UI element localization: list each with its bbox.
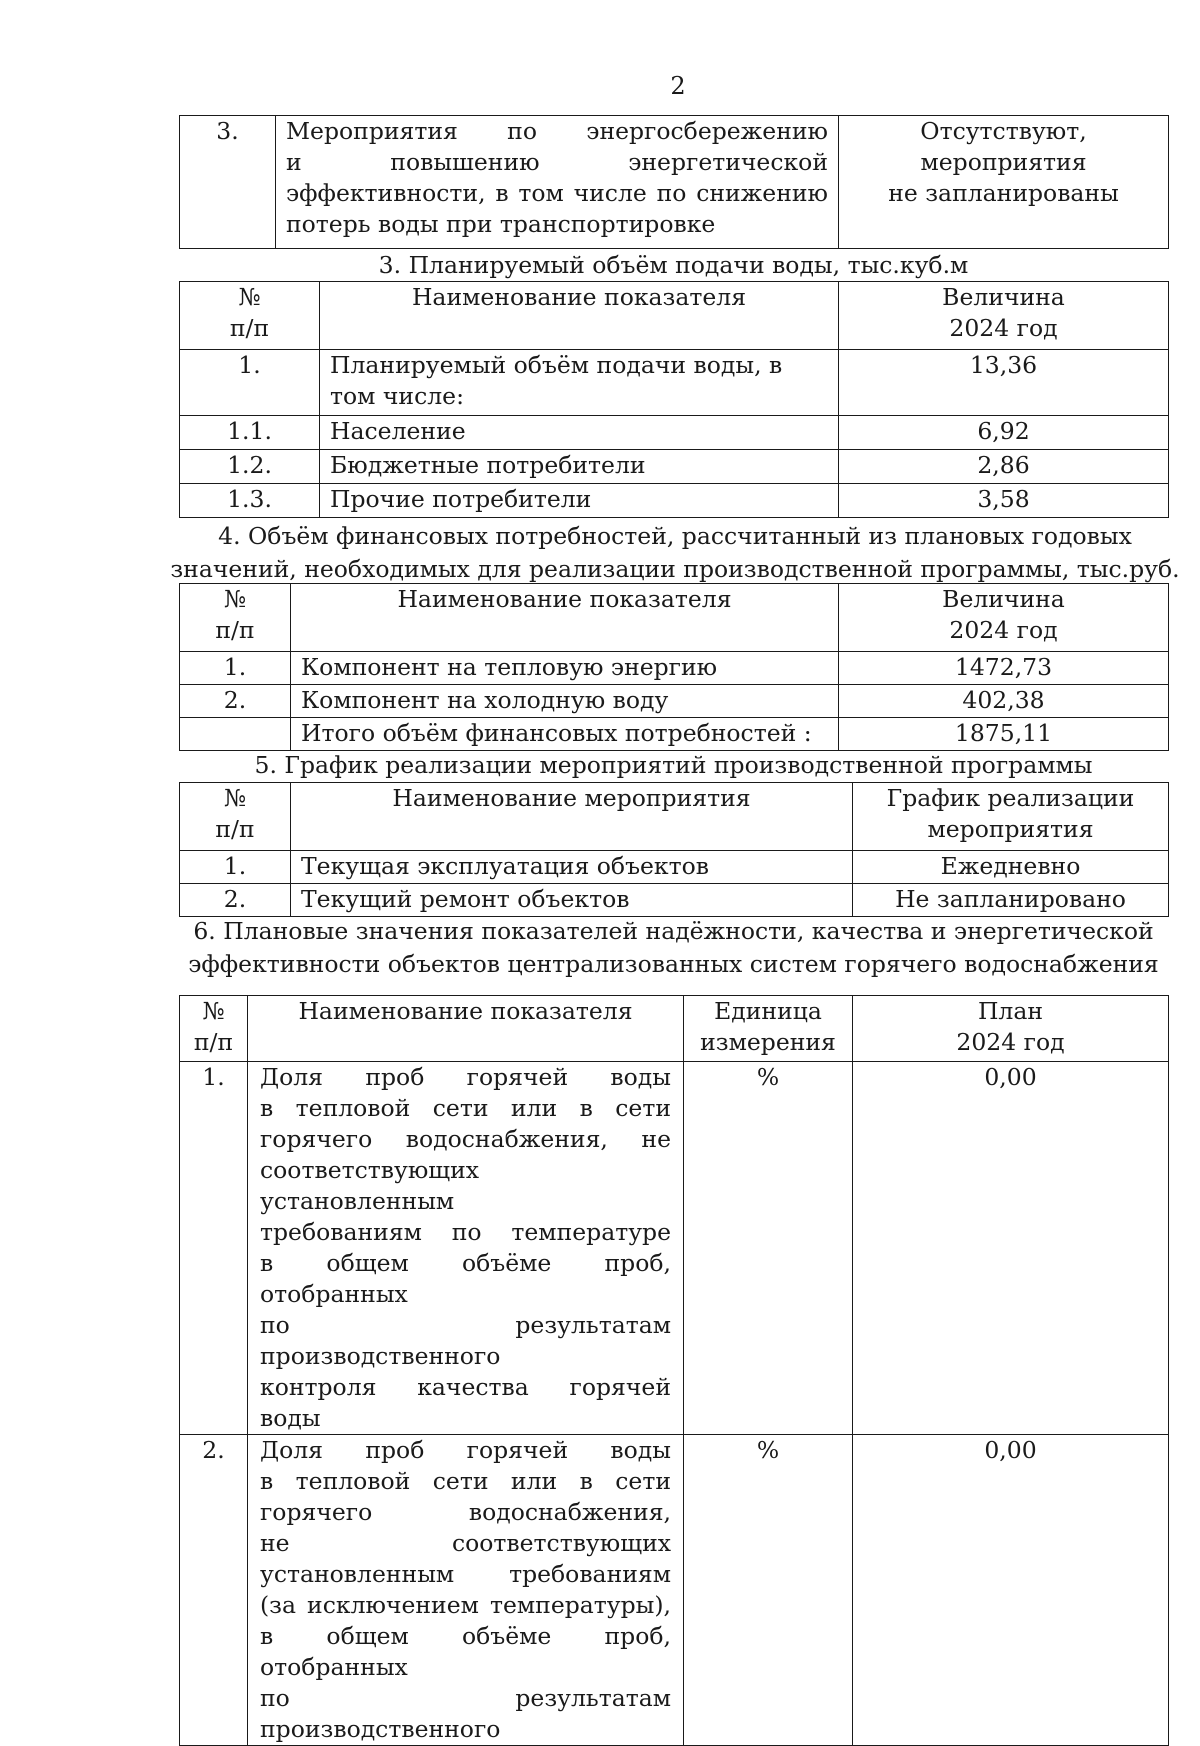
text-line: горячего водоснабжения, bbox=[260, 1498, 671, 1526]
text-line: в общем объёме проб, отобранных bbox=[260, 1249, 671, 1308]
row-number: 1. bbox=[180, 1062, 248, 1435]
row-name: Итого объём финансовых потребностей : bbox=[291, 718, 839, 751]
table-row bbox=[180, 1435, 1169, 1746]
row-name: Бюджетные потребители bbox=[320, 450, 839, 484]
col-header-name: Наименование мероприятия bbox=[291, 783, 853, 851]
text-line: в общем объёме проб, отобранных bbox=[260, 1622, 671, 1681]
table-header-row bbox=[180, 282, 1169, 350]
col-header-value: Величина 2024 год bbox=[839, 282, 1169, 350]
col-header-num: № п/п bbox=[180, 584, 291, 652]
text-line: потерь воды при транспортировке bbox=[286, 210, 716, 238]
row-name: Компонент на тепловую энергию bbox=[291, 652, 839, 685]
schedule-table bbox=[179, 782, 1169, 917]
text-line: в тепловой сети или в сети bbox=[260, 1467, 671, 1495]
table-row bbox=[180, 116, 1169, 249]
col-header-schedule: График реализации мероприятия bbox=[853, 783, 1169, 851]
supply-volume-table bbox=[179, 281, 1169, 518]
reliability-indicators-table bbox=[179, 995, 1169, 1746]
section-4-title: 4. Объём финансовых потребностей, рассчитанный из плановых годовых значений, необходимых для реализации производственной программы, тыс.руб. bbox=[170, 522, 1180, 583]
row-name bbox=[248, 1435, 684, 1746]
col-header-num: № п/п bbox=[180, 996, 248, 1062]
text-line: (за исключением температуры), bbox=[260, 1591, 671, 1619]
text-line: не соответствующих bbox=[260, 1529, 671, 1557]
table-row bbox=[180, 884, 1169, 917]
row-name: Компонент на холодную воду bbox=[291, 685, 839, 718]
row-name bbox=[248, 1062, 684, 1435]
text-line: не запланированы bbox=[888, 179, 1119, 207]
row-schedule: Ежедневно bbox=[853, 851, 1169, 884]
section-5-title: 5. График реализации мероприятий производственной программы bbox=[254, 751, 1093, 779]
row-name: Прочие потребители bbox=[320, 484, 839, 518]
col-header-value: Величина 2024 год bbox=[839, 584, 1169, 652]
row-schedule: Не запланировано bbox=[853, 884, 1169, 917]
page-number: 2 bbox=[670, 72, 686, 100]
row-name: Планируемый объём подачи воды, в том числе: bbox=[320, 350, 839, 416]
row-plan: 0,00 bbox=[853, 1062, 1169, 1435]
col-header-unit: Единица измерения bbox=[684, 996, 853, 1062]
table-row bbox=[180, 350, 1169, 416]
table-row bbox=[180, 685, 1169, 718]
row-name: Текущая эксплуатация объектов bbox=[291, 851, 853, 884]
row-number: 2. bbox=[180, 884, 291, 917]
table-row bbox=[180, 652, 1169, 685]
text-line: по результатам производственного bbox=[260, 1311, 671, 1370]
text-line: мероприятия bbox=[920, 148, 1087, 176]
row-value: 3,58 bbox=[839, 484, 1169, 518]
col-header-plan: План 2024 год bbox=[853, 996, 1169, 1062]
row-value: 1875,11 bbox=[839, 718, 1169, 751]
text-line: контроля качества горячей воды bbox=[260, 1373, 671, 1432]
row-value: 402,38 bbox=[839, 685, 1169, 718]
text-line: и повышению энергетической bbox=[286, 148, 828, 176]
row-unit: % bbox=[684, 1062, 853, 1435]
section-3-title: 3. Планируемый объём подачи воды, тыс.куб.м bbox=[378, 251, 969, 279]
col-header-num: № п/п bbox=[180, 282, 320, 350]
row-name: Текущий ремонт объектов bbox=[291, 884, 853, 917]
text-line: установленным требованиям bbox=[260, 1560, 671, 1588]
row-number: 3. bbox=[180, 116, 276, 249]
row-number: 1. bbox=[180, 652, 291, 685]
text-line: горячего водоснабжения, не bbox=[260, 1125, 671, 1153]
text-line: по результатам производственного bbox=[260, 1684, 671, 1743]
row-value: 13,36 bbox=[839, 350, 1169, 416]
text-line: Доля проб горячей воды bbox=[260, 1063, 671, 1091]
measures-table bbox=[179, 115, 1169, 249]
table-header-row bbox=[180, 996, 1169, 1062]
row-number: 1.2. bbox=[180, 450, 320, 484]
row-name: Население bbox=[320, 416, 839, 450]
row-number: 1.3. bbox=[180, 484, 320, 518]
table-header-row bbox=[180, 584, 1169, 652]
table-row bbox=[180, 416, 1169, 450]
table-row bbox=[180, 1062, 1169, 1435]
row-number: 1. bbox=[180, 851, 291, 884]
text-line: Мероприятия по энергосбережению bbox=[286, 117, 828, 145]
col-header-name: Наименование показателя bbox=[291, 584, 839, 652]
col-header-name: Наименование показателя bbox=[320, 282, 839, 350]
row-value: 2,86 bbox=[839, 450, 1169, 484]
text-line: Отсутствуют, bbox=[920, 117, 1087, 145]
text-line: Доля проб горячей воды bbox=[260, 1436, 671, 1464]
table-header-row bbox=[180, 783, 1169, 851]
row-unit: % bbox=[684, 1435, 853, 1746]
col-header-name: Наименование показателя bbox=[248, 996, 684, 1062]
row-number: 2. bbox=[180, 685, 291, 718]
row-number: 2. bbox=[180, 1435, 248, 1746]
row-number bbox=[180, 718, 291, 751]
row-plan: 0,00 bbox=[853, 1435, 1169, 1746]
measures-status-cell bbox=[839, 116, 1169, 249]
row-number: 1. bbox=[180, 350, 320, 416]
text-line: эффективности, в том числе по снижению bbox=[286, 179, 828, 207]
table-row-total bbox=[180, 718, 1169, 751]
row-number: 1.1. bbox=[180, 416, 320, 450]
section-6-title: 6. Плановые значения показателей надёжности, качества и энергетической эффективности объектов централизованных систем горячего водоснабжения bbox=[188, 917, 1159, 978]
table-row bbox=[180, 851, 1169, 884]
row-value: 6,92 bbox=[839, 416, 1169, 450]
table-row bbox=[180, 450, 1169, 484]
col-header-num: № п/п bbox=[180, 783, 291, 851]
table-row bbox=[180, 484, 1169, 518]
text-line: требованиям по температуре bbox=[260, 1218, 671, 1246]
text-line: в тепловой сети или в сети bbox=[260, 1094, 671, 1122]
financial-needs-table bbox=[179, 583, 1169, 751]
row-value: 1472,73 bbox=[839, 652, 1169, 685]
text-line: соответствующих установленным bbox=[260, 1156, 480, 1215]
measures-name-cell bbox=[276, 116, 839, 249]
